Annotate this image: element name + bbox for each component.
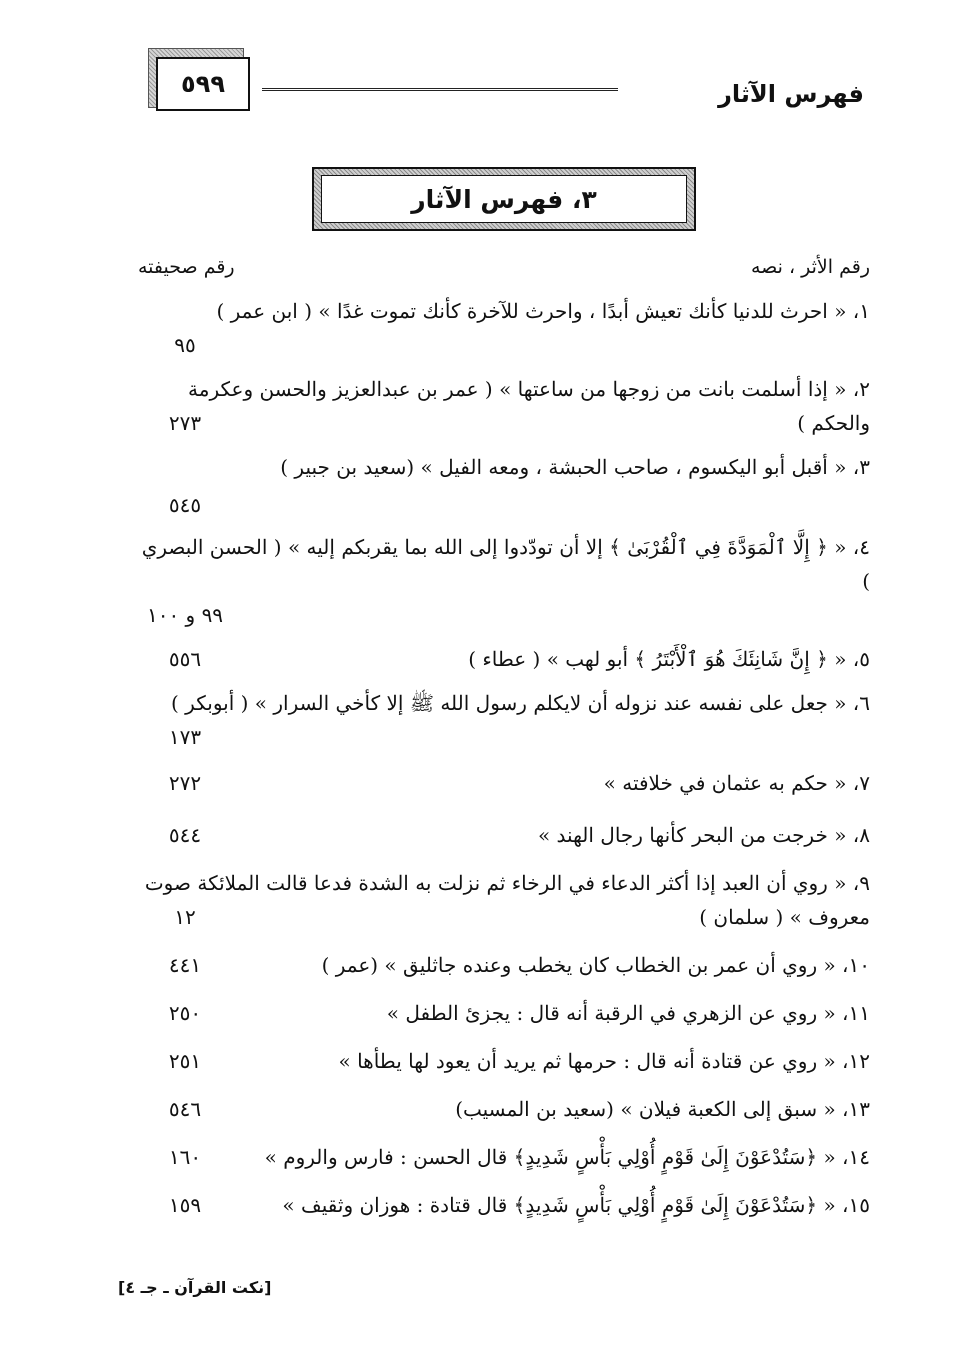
column-header-page: رقم صحيفته: [138, 256, 235, 278]
list-item: [130, 948, 874, 982]
list-item: [130, 766, 874, 800]
list-item: [130, 1140, 874, 1174]
entry-text: ١١، « روي عن الزهري في الرقبة أنه قال : يجزئ الطفل »: [386, 1001, 870, 1025]
entry-page: ١٢: [174, 905, 196, 929]
footer-signature: [نكت القرآن ـ جـ ٤]: [118, 1278, 272, 1297]
entry-page: ٥٥٦: [168, 647, 202, 671]
entry-page: ٩٥: [174, 333, 196, 357]
entry-text: ١٠، « روي أن عمر بن الخطاب كان يخطب وعنده جاثليق » (عمر ): [321, 953, 870, 977]
entry-text: ٩، « روي أن العبد إذا أكثر الدعاء في الرخاء ثم نزلت به الشدة فدعا قالت الملائكة صوت معروف » ( سلمان ): [144, 871, 870, 929]
column-header-athar: رقم الأثر ، نصه: [751, 256, 870, 278]
entry-text: ٤، « ﴿ إِلَّا ٱلْمَوَدَّةَ فِي ٱلْقُرْبَىٰ ﴾ إلا أن تودّدوا إلى الله بما يقربكم إليه » ( الحسن البصري ): [141, 535, 870, 593]
list-item: [130, 866, 874, 934]
entry-text: ٢، « إذا أسلمت بانت من زوجها من ساعتها » ( عمر بن عبدالعزيز والحسن وعكرمة والحكم ): [188, 377, 870, 435]
entry-page: ٢٥٠: [168, 1001, 202, 1025]
entry-page: ٥٤٦: [168, 1097, 202, 1121]
section-title: ٣، فهرس الآثار: [321, 175, 687, 223]
list-item: [130, 450, 874, 522]
list-item: [130, 1092, 874, 1126]
entry-text: ٥، « ﴿ إِنَّ شَانِئَكَ هُوَ ٱلْأَبْتَرُ ﴾ أبو لهب » ( عطاء ): [468, 647, 870, 671]
entry-text: ٧، « حكم به عثمان في خلافته »: [603, 771, 870, 795]
entry-text: ٨، « خرجت من البحر كأنها رجال الهند »: [537, 823, 870, 847]
entry-page: ١٧٣: [168, 725, 202, 749]
list-item: [130, 642, 874, 676]
entry-page: ٥٤٤: [168, 823, 202, 847]
entry-text: ٦، « جعل على نفسه عند نزوله أن لايكلم رسول الله ﷺ إلا كأخي السرار » ( أبوبكر ): [171, 691, 870, 715]
header-rule: [262, 88, 618, 91]
entry-page: ٥٤٥: [168, 493, 202, 517]
entry-page: ٢٥١: [168, 1049, 202, 1073]
entry-page: ١٦٠: [168, 1145, 202, 1169]
entry-text: ١٣، « سبق إلى الكعبة فيلان » (سعيد بن المسيب): [455, 1097, 870, 1121]
page-number-box: [148, 48, 252, 114]
entry-page: ٢٧٢: [168, 771, 202, 795]
list-item: [130, 818, 874, 852]
list-item: [130, 372, 874, 440]
list-item: [130, 530, 874, 632]
list-item: [130, 1188, 874, 1222]
list-item: [130, 294, 874, 362]
entry-text: ٣، « أقبل أبو اليكسوم ، صاحب الحبشة ، ومعه الفيل » (سعيد بن جبير ): [280, 455, 870, 479]
page-number: ٥٩٩: [156, 57, 250, 111]
running-title: فهرس الآثار: [718, 80, 864, 108]
entry-page: ٤٤١: [168, 953, 202, 977]
section-title-box: [312, 167, 696, 231]
list-item: [130, 996, 874, 1030]
entry-page: ٩٩ و ١٠٠: [146, 603, 224, 627]
list-item: [130, 1044, 874, 1078]
entry-text: ١٥، « ﴿سَتُدْعَوْنَ إِلَىٰ قَوْمٍ أُوْلِي بَأْسٍ شَدِيدٍ﴾ قال قتادة : هوزان وثقيف »: [282, 1193, 870, 1217]
entry-text: ١، « احرث للدنيا كأنك تعيش أبدًا ، واحرث للآخرة كأنك تموت غدًا » ( ابن عمر ): [216, 299, 870, 323]
list-item: [130, 686, 874, 754]
entry-page: ١٥٩: [168, 1193, 202, 1217]
entry-text: ١٢، « روي عن قتادة أنه قال : حرمها ثم يريد أن يعود لها يطأها »: [338, 1049, 870, 1073]
entry-page: ٢٧٣: [168, 411, 202, 435]
athar-index-list: [130, 292, 874, 1222]
entry-text: ١٤، « ﴿سَتُدْعَوْنَ إِلَىٰ قَوْمٍ أُوْلِي بَأْسٍ شَدِيدٍ﴾ قال الحسن : فارس والروم »: [264, 1145, 870, 1169]
